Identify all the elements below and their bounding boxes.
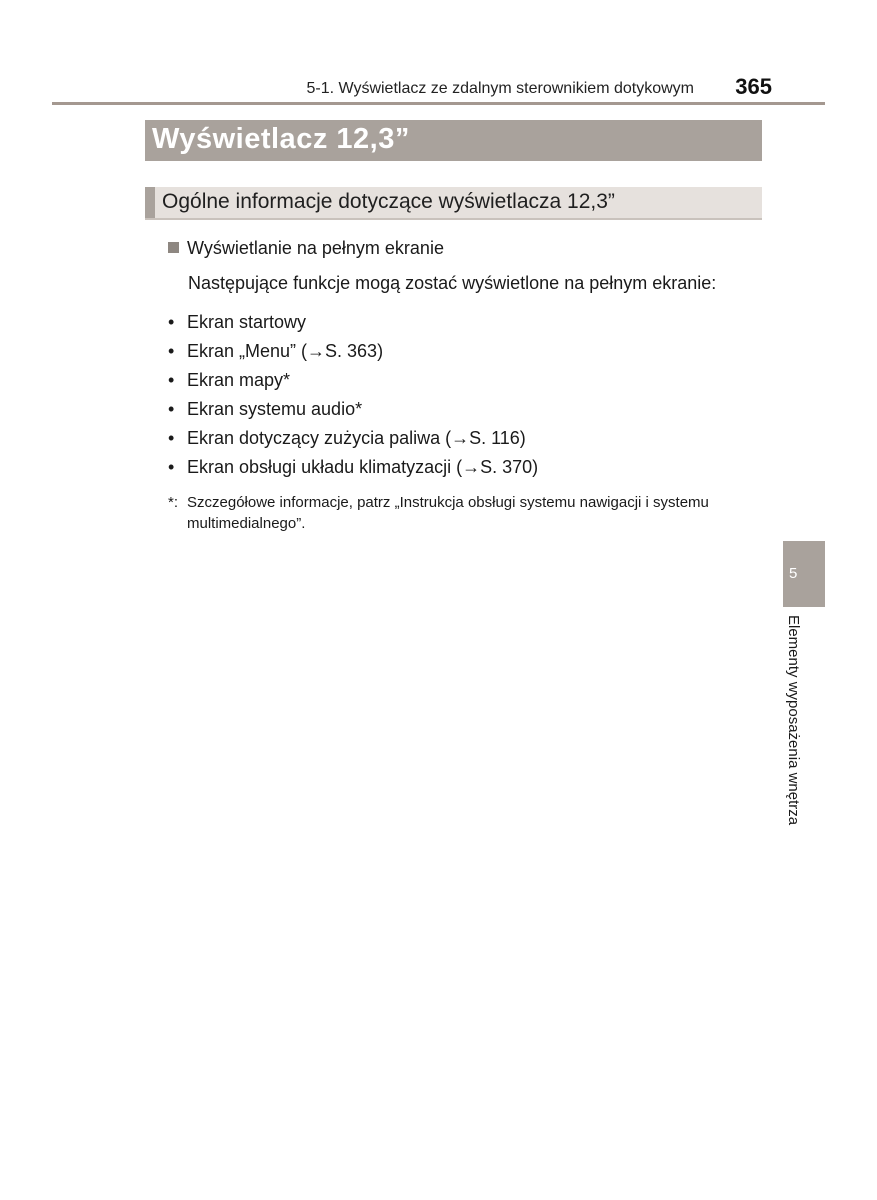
list-item: [168, 428, 538, 457]
chapter-side-label: [785, 615, 805, 865]
list-item: [168, 399, 538, 428]
header-divider: [52, 102, 825, 105]
bullet-icon: •: [168, 312, 175, 332]
chapter-number: 5: [789, 565, 798, 582]
list-item-text: Ekran startowy: [187, 312, 307, 332]
page-number: 365: [735, 74, 772, 99]
intro-paragraph: Następujące funkcje mogą zostać wyświetlone na pełnym ekranie:: [188, 273, 717, 293]
list-item: [168, 312, 538, 341]
list-item-text: Ekran dotyczący zużycia paliwa (→S. 116): [187, 428, 526, 448]
section-title: Ogólne informacje dotyczące wyświetlacza 12,3”: [162, 190, 615, 213]
running-title: 5-1. Wyświetlacz ze zdalnym sterownikiem dotykowym: [306, 80, 694, 97]
list-item-text: Ekran obsługi układu klimatyzacji (→S. 370): [187, 457, 539, 477]
list-item: [168, 341, 538, 370]
chapter-title-bar: [145, 120, 762, 161]
bullet-icon: •: [168, 341, 175, 361]
footnote-text: Szczegółowe informacje, patrz „Instrukcja obsługi systemu nawigacji i systemu multimedialnego”.: [187, 494, 709, 532]
footnote: [168, 492, 768, 534]
list-item-text: Ekran systemu audio*: [187, 399, 363, 419]
list-item-text: Ekran „Menu” (→S. 363): [187, 341, 384, 361]
chapter-title: Wyświetlacz 12,3”: [152, 123, 410, 155]
square-bullet-icon: [168, 242, 179, 253]
bullet-icon: •: [168, 428, 175, 448]
bullet-icon: •: [168, 370, 175, 390]
list-item: [168, 370, 538, 399]
bullet-icon: •: [168, 399, 175, 419]
chapter-side-tab: [783, 541, 825, 607]
section-accent-bar: [145, 187, 155, 218]
chapter-side-label-text: Elementy wyposażenia wnętrza: [785, 615, 802, 826]
bullet-icon: •: [168, 457, 175, 477]
footnote-mark: *:: [168, 494, 179, 511]
bullet-list: [168, 312, 538, 486]
list-item-text: Ekran mapy*: [187, 370, 291, 390]
subheading: [168, 238, 444, 259]
section-header: [145, 187, 762, 220]
subheading-text: Wyświetlanie na pełnym ekranie: [187, 238, 444, 258]
list-item: [168, 457, 538, 486]
running-header: [52, 74, 824, 102]
